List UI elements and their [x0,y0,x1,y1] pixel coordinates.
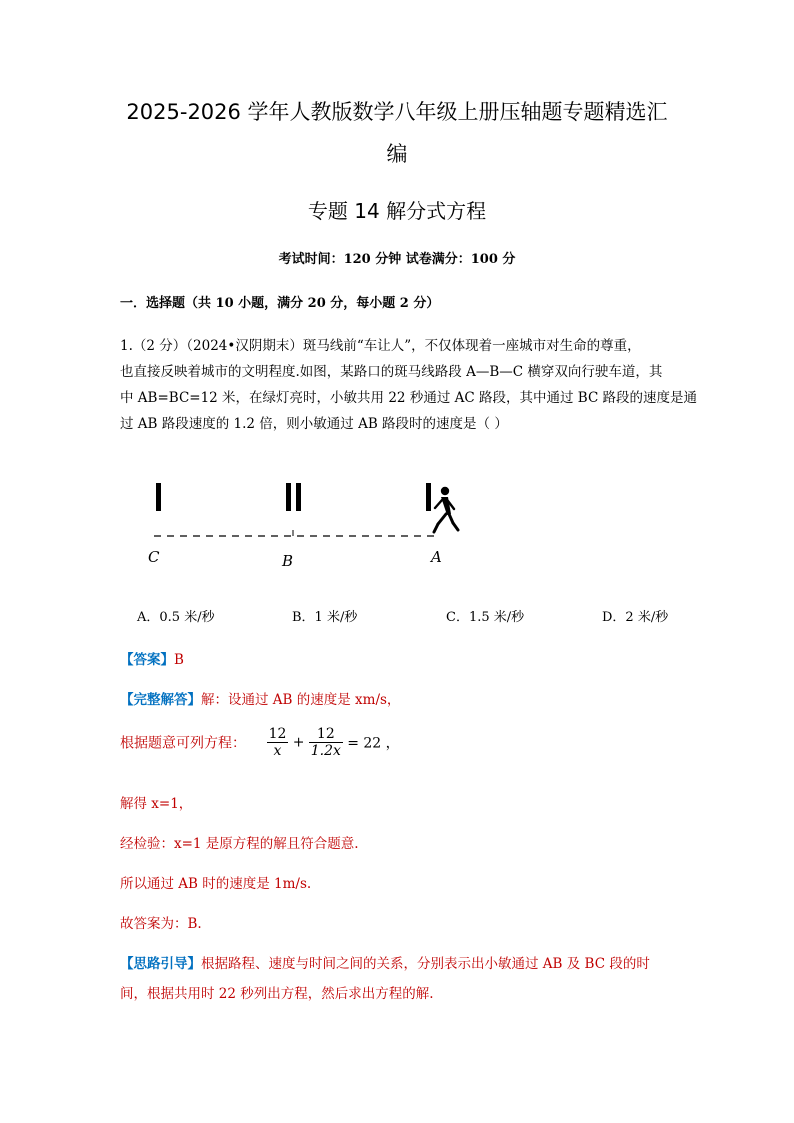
fraction-1-numerator: 12 [268,726,287,742]
crosswalk-diagram [120,470,480,580]
signal-bar-b-right [296,483,301,511]
fraction-2 [309,726,343,759]
topic-title: 专题 14 解分式方程 [307,199,487,223]
signal-bar-c [156,483,161,511]
document-title-line2: 编 [386,142,408,166]
option-d: D．2 米/秒 [602,610,669,625]
option-c: C．1.5 米/秒 [446,610,525,625]
fraction-2-numerator: 12 [309,726,343,743]
hint-line-1 [120,952,650,972]
solution-label: 【完整解答】 [120,692,201,708]
pedestrian-icon [434,487,458,532]
label-a: A [431,548,442,566]
final-answer-line: 故答案为：B. [120,916,202,932]
option-b: B．1 米/秒 [292,610,358,625]
signal-bar-a [426,483,431,511]
label-c: C [148,548,160,566]
hint-line-2: 间，根据共用时 22 秒列出方程，然后求出方程的解. [120,986,434,1002]
solve-line: 解得 x=1， [120,796,193,812]
equation-line [120,726,400,759]
question-line-1: 1.（2 分）（2024•汉阴期末）斑马线前“车让人”，不仅体现着一座城市对生命的尊重， [120,338,641,354]
question-line-2: 也直接反映着城市的文明程度.如图，某路口的斑马线路段 A—B—C 横穿双向行驶车道，其 [120,364,663,380]
fraction-1 [267,726,289,759]
option-a: A．0.5 米/秒 [137,610,215,625]
signal-bar-b-left [286,483,291,511]
answer-line [120,648,184,668]
plus-sign: + [292,734,305,751]
answer-value: B [174,652,184,668]
hint-label: 【思路引导】 [120,956,201,972]
equation-rhs: = 22 ， [347,735,400,752]
section-heading: 一．选择题（共 10 小题，满分 20 分，每小题 2 分） [120,296,440,311]
equation-prefix: 根据题意可列方程： [120,735,246,752]
hint-text-1: 根据路程、速度与时间之间的关系，分别表示出小敏通过 AB 及 BC 段的时 [201,956,650,972]
exam-info: 考试时间：120 分钟 试卷满分：100 分 [278,252,516,267]
label-b: B [282,552,294,570]
fraction-2-denominator: 1.2x [310,743,341,759]
fraction-1-denominator: x [273,743,282,759]
question-line-3: 中 AB=BC=12 米，在绿灯亮时，小敏共用 22 秒通过 AC 路段，其中通过 BC 路段的速度是通 [120,390,698,406]
answer-label: 【答案】 [120,652,174,668]
check-line: 经检验：x=1 是原方程的解且符合题意. [120,836,359,852]
question-line-4: 过 AB 路段速度的 1.2 倍，则小敏通过 AB 路段时的速度是（ ） [120,416,508,432]
solution-line [120,688,400,708]
speed-line: 所以通过 AB 时的速度是 1m/s. [120,876,312,892]
solution-intro: 解：设通过 AB 的速度是 xm/s， [201,692,401,708]
document-title-line1: 2025-2026 学年人教版数学八年级上册压轴题专题精选汇 [126,100,668,124]
